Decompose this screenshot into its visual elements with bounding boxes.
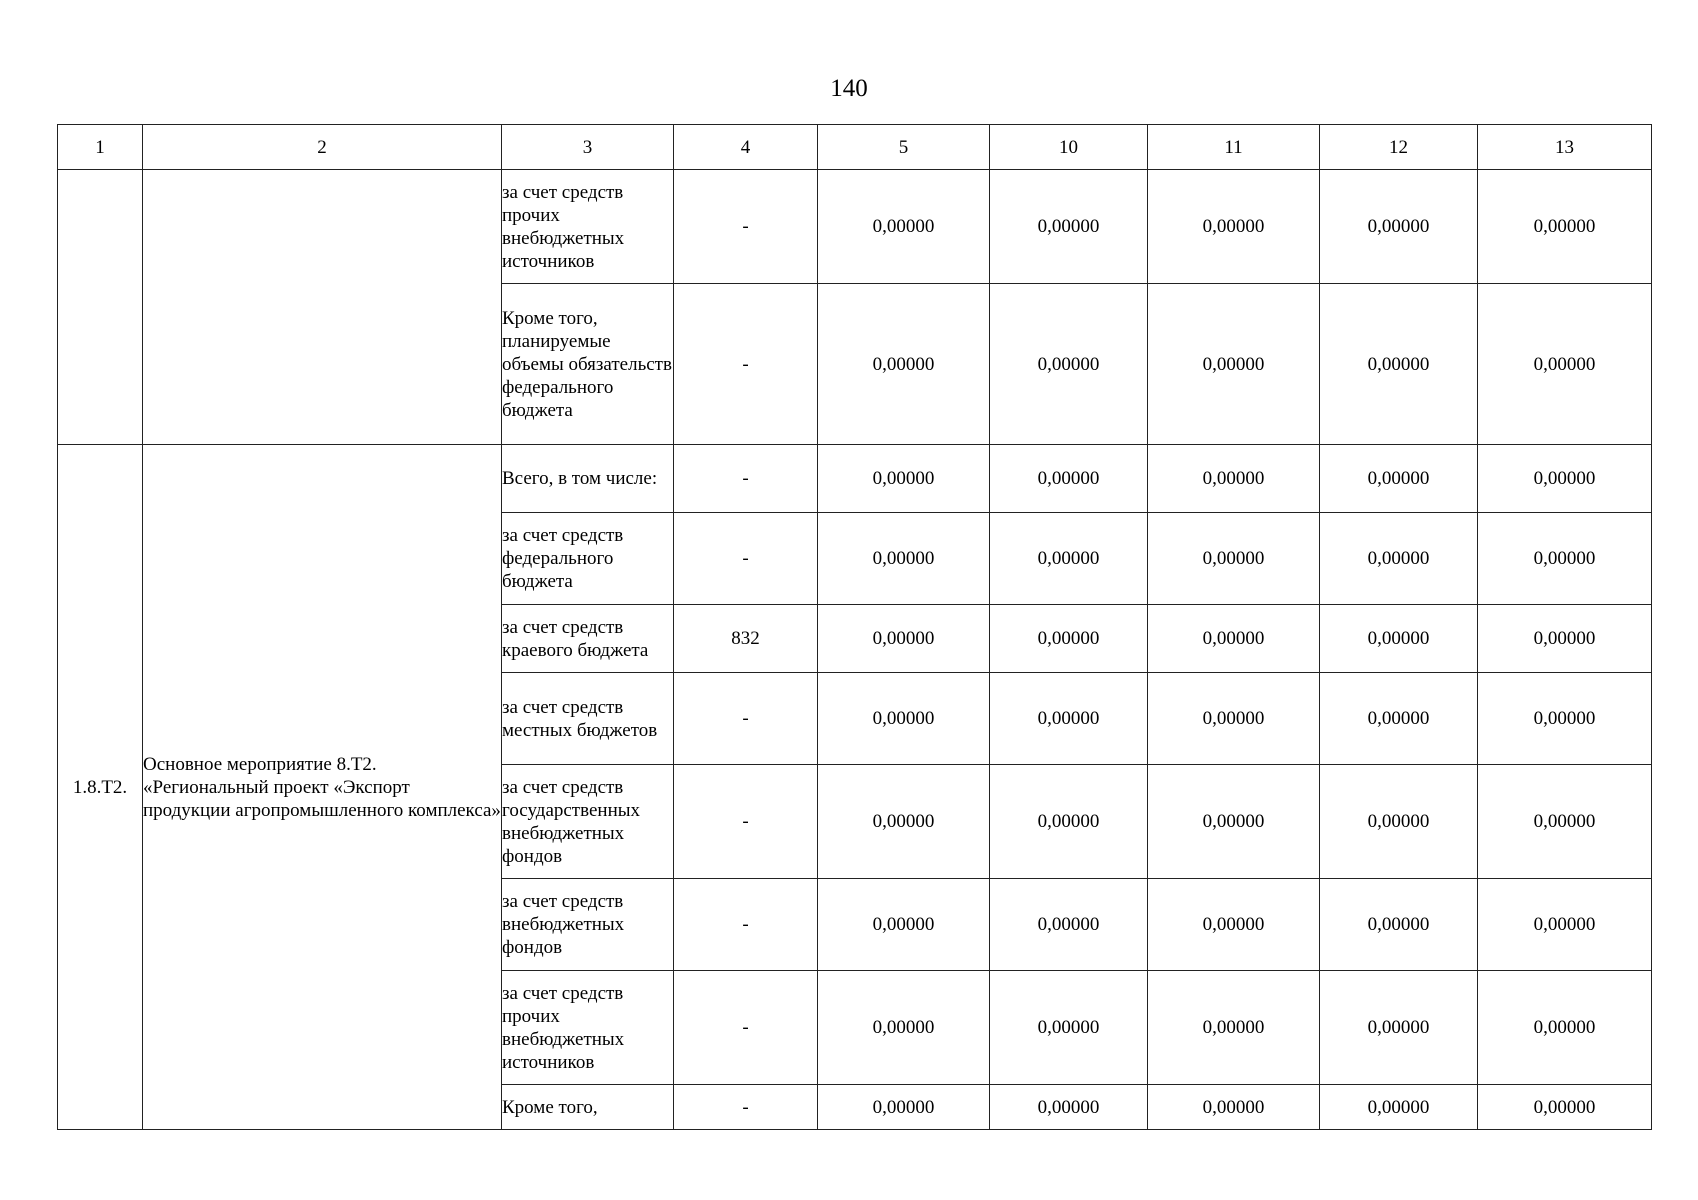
- header-cell-col-3: 3: [502, 125, 674, 170]
- budget-code-cell: -: [674, 1085, 818, 1130]
- table-row: [58, 445, 1652, 513]
- value-cell-col-13: 0,00000: [1478, 284, 1652, 445]
- value-cell-col-11: 0,00000: [1148, 971, 1320, 1085]
- item-number-cell-empty: [58, 170, 143, 445]
- funding-source-cell: за счет средств прочих внебюджетных источников: [502, 971, 674, 1085]
- value-cell-col-11: 0,00000: [1148, 673, 1320, 765]
- header-row: [58, 125, 1652, 170]
- budget-code-cell: -: [674, 971, 818, 1085]
- value-cell-col-10: 0,00000: [990, 513, 1148, 605]
- value-cell-col-10: 0,00000: [990, 765, 1148, 879]
- item-number-cell: 1.8.Т2.: [58, 445, 143, 1130]
- value-cell-col-11: 0,00000: [1148, 605, 1320, 673]
- funding-source-cell: за счет средств местных бюджетов: [502, 673, 674, 765]
- funding-source-cell: за счет средств федерального бюджета: [502, 513, 674, 605]
- value-cell-col-13: 0,00000: [1478, 170, 1652, 284]
- header-cell-col-12: 12: [1320, 125, 1478, 170]
- value-cell-col-13: 0,00000: [1478, 1085, 1652, 1130]
- value-cell-col-5: 0,00000: [818, 605, 990, 673]
- value-cell-col-5: 0,00000: [818, 284, 990, 445]
- value-cell-col-11: 0,00000: [1148, 445, 1320, 513]
- value-cell-col-5: 0,00000: [818, 879, 990, 971]
- value-cell-col-10: 0,00000: [990, 284, 1148, 445]
- table-row: [58, 170, 1652, 284]
- header-cell-col-2: 2: [143, 125, 502, 170]
- header-cell-col-10: 10: [990, 125, 1148, 170]
- budget-code-cell: -: [674, 765, 818, 879]
- budget-code-cell: -: [674, 879, 818, 971]
- funding-source-cell: Кроме того, планируемые объемы обязательств федерального бюджета: [502, 284, 674, 445]
- value-cell-col-10: 0,00000: [990, 971, 1148, 1085]
- value-cell-col-10: 0,00000: [990, 879, 1148, 971]
- item-name-cell: Основное мероприятие 8.Т2. «Региональный проект «Экспорт продукции агропромышленного комплекса»: [143, 445, 502, 1130]
- value-cell-col-13: 0,00000: [1478, 513, 1652, 605]
- value-cell-col-12: 0,00000: [1320, 284, 1478, 445]
- value-cell-col-5: 0,00000: [818, 971, 990, 1085]
- value-cell-col-10: 0,00000: [990, 1085, 1148, 1130]
- header-cell-col-1: 1: [58, 125, 143, 170]
- budget-code-cell: -: [674, 673, 818, 765]
- value-cell-col-13: 0,00000: [1478, 971, 1652, 1085]
- value-cell-col-11: 0,00000: [1148, 284, 1320, 445]
- funding-source-cell: Кроме того,: [502, 1085, 674, 1130]
- funding-source-cell: за счет средств прочих внебюджетных источников: [502, 170, 674, 284]
- value-cell-col-13: 0,00000: [1478, 445, 1652, 513]
- table-body: [58, 170, 1652, 1130]
- header-cell-col-5: 5: [818, 125, 990, 170]
- value-cell-col-11: 0,00000: [1148, 513, 1320, 605]
- value-cell-col-13: 0,00000: [1478, 765, 1652, 879]
- value-cell-col-13: 0,00000: [1478, 605, 1652, 673]
- value-cell-col-12: 0,00000: [1320, 513, 1478, 605]
- item-name-cell-empty: [143, 170, 502, 445]
- funding-source-cell: за счет средств краевого бюджета: [502, 605, 674, 673]
- value-cell-col-12: 0,00000: [1320, 1085, 1478, 1130]
- budget-code-cell: -: [674, 170, 818, 284]
- value-cell-col-13: 0,00000: [1478, 673, 1652, 765]
- funding-source-cell: Всего, в том числе:: [502, 445, 674, 513]
- value-cell-col-10: 0,00000: [990, 673, 1148, 765]
- table-header: [58, 125, 1652, 170]
- budget-table: [57, 124, 1652, 1130]
- value-cell-col-12: 0,00000: [1320, 605, 1478, 673]
- funding-source-cell: за счет средств государственных внебюджетных фондов: [502, 765, 674, 879]
- budget-code-cell: -: [674, 445, 818, 513]
- header-cell-col-4: 4: [674, 125, 818, 170]
- funding-source-cell: за счет средств внебюджетных фондов: [502, 879, 674, 971]
- value-cell-col-5: 0,00000: [818, 1085, 990, 1130]
- budget-code-cell: -: [674, 284, 818, 445]
- header-cell-col-11: 11: [1148, 125, 1320, 170]
- value-cell-col-12: 0,00000: [1320, 765, 1478, 879]
- value-cell-col-10: 0,00000: [990, 445, 1148, 513]
- value-cell-col-12: 0,00000: [1320, 673, 1478, 765]
- value-cell-col-5: 0,00000: [818, 513, 990, 605]
- value-cell-col-12: 0,00000: [1320, 445, 1478, 513]
- value-cell-col-11: 0,00000: [1148, 1085, 1320, 1130]
- value-cell-col-5: 0,00000: [818, 765, 990, 879]
- value-cell-col-11: 0,00000: [1148, 765, 1320, 879]
- value-cell-col-11: 0,00000: [1148, 879, 1320, 971]
- page-number: 140: [830, 75, 868, 102]
- value-cell-col-10: 0,00000: [990, 170, 1148, 284]
- value-cell-col-13: 0,00000: [1478, 879, 1652, 971]
- value-cell-col-5: 0,00000: [818, 445, 990, 513]
- value-cell-col-12: 0,00000: [1320, 971, 1478, 1085]
- value-cell-col-12: 0,00000: [1320, 170, 1478, 284]
- budget-code-cell: -: [674, 513, 818, 605]
- value-cell-col-10: 0,00000: [990, 605, 1148, 673]
- header-cell-col-13: 13: [1478, 125, 1652, 170]
- value-cell-col-5: 0,00000: [818, 673, 990, 765]
- value-cell-col-11: 0,00000: [1148, 170, 1320, 284]
- value-cell-col-5: 0,00000: [818, 170, 990, 284]
- value-cell-col-12: 0,00000: [1320, 879, 1478, 971]
- budget-code-cell: 832: [674, 605, 818, 673]
